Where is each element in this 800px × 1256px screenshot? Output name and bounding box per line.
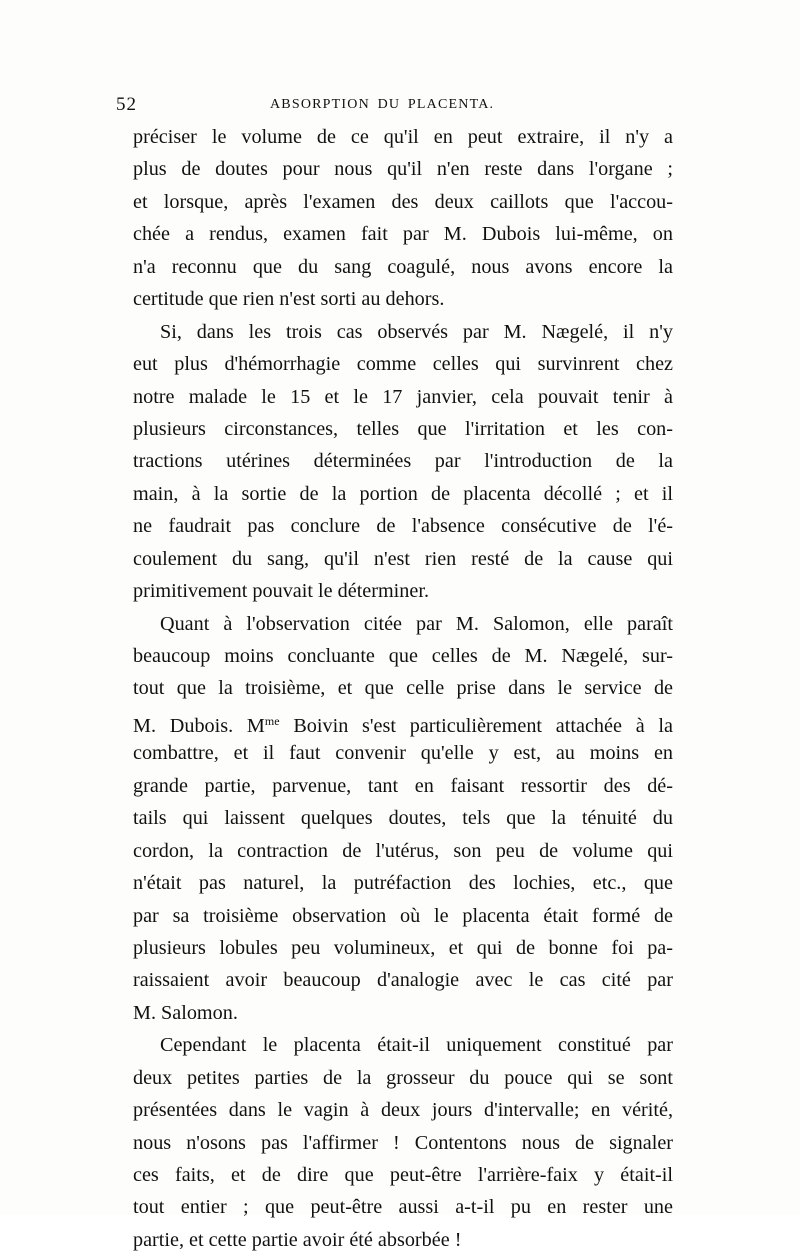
text-line bbox=[133, 478, 673, 510]
text-line-content: coulement du sang, qu'il n'est rien resté de la cause qui bbox=[133, 547, 673, 570]
text-line-content: Cependant le placenta était-il uniquement constitué par bbox=[160, 1034, 673, 1057]
text-line bbox=[133, 1159, 673, 1191]
text-line-continuation: Boivin s'est particulièrement attachée à la bbox=[279, 714, 673, 737]
text-line bbox=[133, 640, 673, 672]
text-line bbox=[133, 900, 673, 932]
text-line bbox=[133, 1191, 673, 1223]
text-line-content: M. Dubois. M bbox=[133, 714, 265, 737]
text-line-content: et lorsque, après l'examen des deux caillots que l'accou- bbox=[133, 190, 673, 213]
text-line-content: tout entier ; que peut-être aussi a-t-il pu en rester une bbox=[133, 1196, 673, 1219]
text-line bbox=[133, 316, 673, 348]
text-line bbox=[133, 251, 673, 283]
text-line bbox=[133, 543, 673, 575]
superscript: me bbox=[264, 713, 280, 728]
running-title: ABSORPTION DU PLACENTA. bbox=[270, 97, 495, 112]
text-line-content: raissaient avoir beaucoup d'analogie avec le cas cité par bbox=[133, 969, 673, 992]
text-line bbox=[133, 510, 673, 542]
text-line bbox=[133, 381, 673, 413]
text-line bbox=[133, 835, 673, 867]
text-line bbox=[133, 705, 673, 737]
text-line-content: nous n'osons pas l'affirmer ! Contentons nous de signaler bbox=[133, 1131, 673, 1154]
text-line bbox=[133, 1029, 673, 1061]
text-line-content: notre malade le 15 et le 17 janvier, cela pouvait tenir à bbox=[133, 385, 673, 408]
text-line bbox=[133, 413, 673, 445]
text-line bbox=[133, 802, 673, 834]
text-line-content: cordon, la contraction de l'utérus, son peu de volume qui bbox=[133, 839, 673, 862]
body-text bbox=[133, 121, 673, 1256]
page-number: 52 bbox=[116, 94, 137, 115]
text-line bbox=[133, 737, 673, 769]
text-line-content: partie, et cette partie avoir été absorbée ! bbox=[133, 1228, 462, 1251]
text-line-content: n'était pas naturel, la putréfaction des lochies, etc., que bbox=[133, 872, 673, 895]
text-line bbox=[133, 867, 673, 899]
text-line bbox=[133, 1062, 673, 1094]
running-head bbox=[116, 94, 672, 118]
text-line-content: plusieurs circonstances, telles que l'irritation et les con- bbox=[133, 417, 673, 440]
text-line-content: primitivement pouvait le déterminer. bbox=[133, 580, 430, 603]
text-line-content: préciser le volume de ce qu'il en peut extraire, il n'y a bbox=[133, 126, 673, 148]
text-line bbox=[133, 672, 673, 704]
text-line bbox=[133, 283, 673, 315]
text-line bbox=[133, 932, 673, 964]
text-line bbox=[133, 1127, 673, 1159]
text-line-content: tails qui laissent quelques doutes, tels que la ténuité du bbox=[133, 807, 673, 830]
text-line bbox=[133, 121, 673, 153]
text-line-content: certitude que rien n'est sorti au dehors. bbox=[133, 288, 445, 311]
text-line bbox=[133, 608, 673, 640]
text-line bbox=[133, 186, 673, 218]
text-line-content: Quant à l'observation citée par M. Salomon, elle paraît bbox=[160, 612, 673, 635]
text-line bbox=[133, 1094, 673, 1126]
text-line-content: plus de doutes pour nous qu'il n'en reste dans l'organe ; bbox=[133, 158, 673, 181]
text-line-content: grande partie, parvenue, tant en faisant ressortir des dé- bbox=[133, 774, 673, 797]
text-line bbox=[133, 218, 673, 250]
text-line-content: combattre, et il faut convenir qu'elle y est, au moins en bbox=[133, 742, 673, 765]
text-line bbox=[133, 964, 673, 996]
text-line-content: chée a rendus, examen fait par M. Dubois lui-même, on bbox=[133, 223, 673, 246]
text-line-content: ces faits, et de dire que peut-être l'arrière-faix y était-il bbox=[133, 1164, 673, 1186]
text-line bbox=[133, 575, 673, 607]
text-line-content: présentées dans le vagin à deux jours d'intervalle; en vérité, bbox=[133, 1099, 673, 1122]
text-line-content: tout que la troisième, et que celle prise dans le service de bbox=[133, 677, 673, 700]
text-line bbox=[133, 445, 673, 477]
text-line-content: deux petites parties de la grosseur du pouce qui se sont bbox=[133, 1066, 673, 1089]
text-line-content: Si, dans les trois cas observés par M. Nægelé, il n'y bbox=[160, 320, 673, 343]
text-line-content: eut plus d'hémorrhagie comme celles qui survinrent chez bbox=[133, 353, 673, 376]
text-line-content: tractions utérines déterminées par l'introduction de la bbox=[133, 450, 673, 473]
text-line-content: beaucoup moins concluante que celles de M. Nægelé, sur- bbox=[133, 645, 673, 667]
text-line bbox=[133, 153, 673, 185]
text-line-content: M. Salomon. bbox=[133, 1001, 238, 1024]
text-line bbox=[133, 770, 673, 802]
text-line bbox=[133, 1224, 673, 1256]
text-line-content: n'a reconnu que du sang coagulé, nous avons encore la bbox=[133, 255, 673, 278]
text-line-content: par sa troisième observation où le placenta était formé de bbox=[133, 904, 673, 927]
text-line-content: plusieurs lobules peu volumineux, et qui de bonne foi pa- bbox=[133, 936, 673, 959]
text-line-content: main, à la sortie de la portion de placenta décollé ; et il bbox=[133, 482, 673, 505]
text-line bbox=[133, 348, 673, 380]
text-line-content: ne faudrait pas conclure de l'absence consécutive de l'é- bbox=[133, 515, 673, 538]
text-line bbox=[133, 997, 673, 1029]
